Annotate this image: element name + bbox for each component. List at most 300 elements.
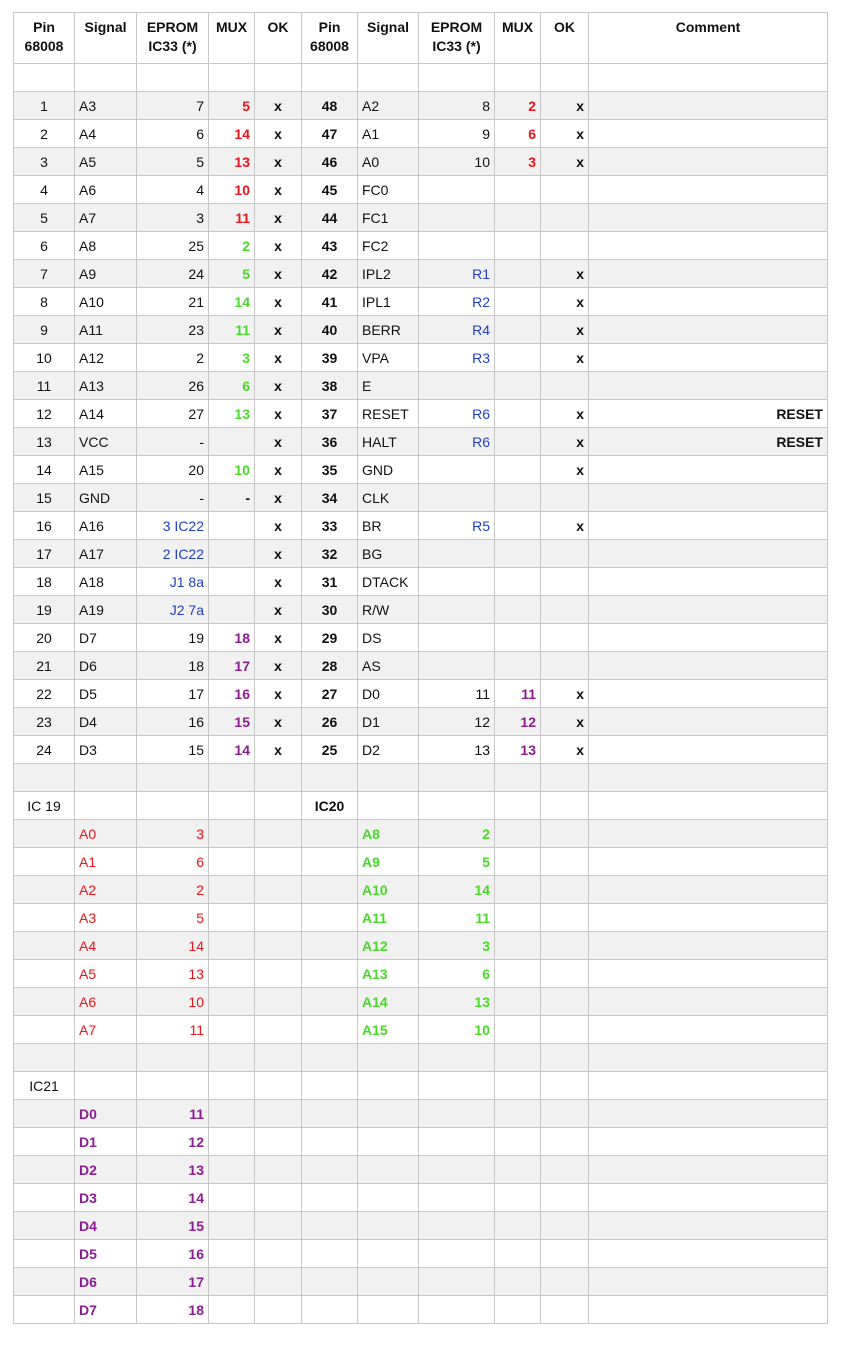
cell-pin-2: 36 — [302, 428, 358, 456]
cell-signal — [75, 764, 137, 792]
cell-eprom-2: R5 — [419, 512, 495, 540]
cell-signal-2 — [358, 792, 419, 820]
cell-ok-2: x — [541, 400, 589, 428]
cell-pin: 1 — [14, 92, 75, 120]
header-eprom: EPROM IC33 (*) — [137, 13, 209, 64]
cell-comment — [589, 1268, 828, 1296]
table-row — [14, 624, 828, 652]
cell-eprom — [137, 764, 209, 792]
cell-mux-2 — [495, 1016, 541, 1044]
cell-signal: A11 — [75, 316, 137, 344]
cell-pin-2 — [302, 904, 358, 932]
cell-mux: 13 — [209, 148, 255, 176]
cell-comment — [589, 1128, 828, 1156]
cell-mux — [209, 932, 255, 960]
cell-mux — [209, 64, 255, 92]
cell-ok — [255, 1044, 302, 1072]
cell-pin — [14, 1212, 75, 1240]
table-row — [14, 484, 828, 512]
cell-ok: x — [255, 624, 302, 652]
cell-pin-2: 44 — [302, 204, 358, 232]
cell-signal: D2 — [75, 1156, 137, 1184]
table-row — [14, 960, 828, 988]
cell-eprom-2 — [419, 232, 495, 260]
cell-eprom-2: 11 — [419, 904, 495, 932]
header-signal-2: Signal — [358, 13, 419, 64]
cell-mux-2 — [495, 1268, 541, 1296]
cell-ok-2 — [541, 540, 589, 568]
cell-mux-2 — [495, 596, 541, 624]
cell-pin — [14, 64, 75, 92]
cell-eprom-2: 6 — [419, 960, 495, 988]
cell-comment — [589, 316, 828, 344]
cell-comment — [589, 708, 828, 736]
cell-ok-2: x — [541, 736, 589, 764]
table-row — [14, 820, 828, 848]
cell-eprom-2: R6 — [419, 428, 495, 456]
table-row — [14, 232, 828, 260]
cell-pin-2 — [302, 1072, 358, 1100]
cell-signal: A5 — [75, 148, 137, 176]
header-mux: MUX — [209, 13, 255, 64]
cell-eprom: 13 — [137, 1156, 209, 1184]
cell-pin-2 — [302, 1212, 358, 1240]
cell-pin — [14, 1184, 75, 1212]
table-row — [14, 1212, 828, 1240]
cell-mux-2 — [495, 960, 541, 988]
cell-ok: x — [255, 204, 302, 232]
cell-signal-2: E — [358, 372, 419, 400]
cell-eprom-2: R6 — [419, 400, 495, 428]
cell-ok: x — [255, 176, 302, 204]
cell-comment — [589, 64, 828, 92]
cell-mux-2 — [495, 204, 541, 232]
cell-mux: 10 — [209, 176, 255, 204]
cell-eprom-2: R1 — [419, 260, 495, 288]
cell-signal: A12 — [75, 344, 137, 372]
cell-pin: 11 — [14, 372, 75, 400]
cell-pin-2 — [302, 932, 358, 960]
cell-mux-2 — [495, 1128, 541, 1156]
cell-eprom-2 — [419, 1128, 495, 1156]
cell-eprom: 15 — [137, 1212, 209, 1240]
cell-eprom — [137, 792, 209, 820]
cell-ok — [255, 932, 302, 960]
cell-eprom-2: R3 — [419, 344, 495, 372]
table-row — [14, 988, 828, 1016]
cell-mux-2: 6 — [495, 120, 541, 148]
cell-comment — [589, 1156, 828, 1184]
cell-eprom-2 — [419, 1072, 495, 1100]
cell-pin — [14, 1128, 75, 1156]
cell-mux-2 — [495, 176, 541, 204]
cell-mux-2: 2 — [495, 92, 541, 120]
cell-mux — [209, 904, 255, 932]
cell-signal: D3 — [75, 736, 137, 764]
table-row — [14, 1128, 828, 1156]
cell-eprom-2 — [419, 1296, 495, 1324]
cell-signal-2: A8 — [358, 820, 419, 848]
cell-comment — [589, 848, 828, 876]
cell-mux: 15 — [209, 708, 255, 736]
cell-mux — [209, 1016, 255, 1044]
table-row — [14, 344, 828, 372]
cell-eprom-2: R2 — [419, 288, 495, 316]
cell-comment — [589, 512, 828, 540]
cell-mux-2 — [495, 1240, 541, 1268]
cell-ok-2 — [541, 596, 589, 624]
cell-pin-2 — [302, 1268, 358, 1296]
cell-mux — [209, 1156, 255, 1184]
cell-eprom: 5 — [137, 148, 209, 176]
header-pin-2: Pin 68008 — [302, 13, 358, 64]
cell-ok — [255, 1212, 302, 1240]
cell-ok-2: x — [541, 120, 589, 148]
cell-pin-2: 42 — [302, 260, 358, 288]
cell-ok: x — [255, 456, 302, 484]
cell-ok-2 — [541, 1268, 589, 1296]
cell-pin: IC 19 — [14, 792, 75, 820]
cell-eprom: 20 — [137, 456, 209, 484]
cell-ok: x — [255, 148, 302, 176]
cell-signal: D4 — [75, 1212, 137, 1240]
table-row — [14, 1044, 828, 1072]
cell-eprom: 25 — [137, 232, 209, 260]
cell-pin: IC21 — [14, 1072, 75, 1100]
table-row — [14, 456, 828, 484]
cell-signal-2 — [358, 764, 419, 792]
cell-signal: D7 — [75, 1296, 137, 1324]
cell-comment — [589, 1044, 828, 1072]
cell-ok-2 — [541, 848, 589, 876]
header-pin: Pin 68008 — [14, 13, 75, 64]
cell-pin: 4 — [14, 176, 75, 204]
cell-ok-2 — [541, 764, 589, 792]
cell-eprom-2: 14 — [419, 876, 495, 904]
cell-ok-2 — [541, 1128, 589, 1156]
cell-ok — [255, 1128, 302, 1156]
cell-signal-2 — [358, 64, 419, 92]
cell-comment — [589, 1296, 828, 1324]
cell-mux-2 — [495, 848, 541, 876]
table-row — [14, 1184, 828, 1212]
cell-pin-2 — [302, 64, 358, 92]
cell-mux: 14 — [209, 288, 255, 316]
cell-ok-2: x — [541, 92, 589, 120]
cell-signal: A3 — [75, 92, 137, 120]
cell-signal: D0 — [75, 1100, 137, 1128]
cell-pin-2: 46 — [302, 148, 358, 176]
cell-eprom: 16 — [137, 1240, 209, 1268]
cell-mux-2 — [495, 1184, 541, 1212]
cell-pin — [14, 876, 75, 904]
cell-eprom-2 — [419, 1240, 495, 1268]
cell-pin-2 — [302, 820, 358, 848]
cell-mux-2 — [495, 428, 541, 456]
table-row — [14, 92, 828, 120]
cell-pin-2 — [302, 988, 358, 1016]
cell-signal: A17 — [75, 540, 137, 568]
cell-eprom: 14 — [137, 932, 209, 960]
cell-mux — [209, 540, 255, 568]
table-body — [14, 64, 828, 1324]
cell-ok: x — [255, 120, 302, 148]
cell-signal-2 — [358, 1072, 419, 1100]
cell-mux — [209, 596, 255, 624]
cell-eprom-2 — [419, 652, 495, 680]
cell-eprom-2: 12 — [419, 708, 495, 736]
cell-eprom: 5 — [137, 904, 209, 932]
cell-pin-2: 28 — [302, 652, 358, 680]
cell-signal-2: GND — [358, 456, 419, 484]
cell-pin-2: 25 — [302, 736, 358, 764]
cell-comment — [589, 92, 828, 120]
table-row — [14, 400, 828, 428]
cell-eprom: 27 — [137, 400, 209, 428]
cell-comment — [589, 1016, 828, 1044]
cell-ok — [255, 764, 302, 792]
cell-mux: 5 — [209, 92, 255, 120]
cell-comment — [589, 372, 828, 400]
cell-eprom: 24 — [137, 260, 209, 288]
cell-ok: x — [255, 232, 302, 260]
cell-signal-2: AS — [358, 652, 419, 680]
cell-mux — [209, 512, 255, 540]
cell-pin: 17 — [14, 540, 75, 568]
cell-mux-2 — [495, 764, 541, 792]
cell-eprom-2: 5 — [419, 848, 495, 876]
cell-pin: 15 — [14, 484, 75, 512]
cell-ok-2: x — [541, 512, 589, 540]
cell-pin: 3 — [14, 148, 75, 176]
cell-comment — [589, 176, 828, 204]
cell-mux — [209, 820, 255, 848]
cell-ok: x — [255, 708, 302, 736]
table-row — [14, 848, 828, 876]
cell-pin — [14, 1296, 75, 1324]
cell-pin-2: 32 — [302, 540, 358, 568]
cell-mux-2 — [495, 568, 541, 596]
cell-ok: x — [255, 260, 302, 288]
cell-signal: A15 — [75, 456, 137, 484]
cell-signal-2: DS — [358, 624, 419, 652]
cell-pin-2 — [302, 1100, 358, 1128]
cell-signal: D4 — [75, 708, 137, 736]
cell-mux-2 — [495, 344, 541, 372]
cell-signal-2 — [358, 1184, 419, 1212]
table-row — [14, 260, 828, 288]
cell-signal-2: BG — [358, 540, 419, 568]
cell-mux: 16 — [209, 680, 255, 708]
cell-mux-2 — [495, 400, 541, 428]
cell-pin: 9 — [14, 316, 75, 344]
cell-signal-2: R/W — [358, 596, 419, 624]
table-row — [14, 568, 828, 596]
cell-signal-2: RESET — [358, 400, 419, 428]
cell-ok-2 — [541, 484, 589, 512]
cell-signal: D6 — [75, 1268, 137, 1296]
cell-eprom: 11 — [137, 1016, 209, 1044]
cell-mux-2 — [495, 820, 541, 848]
cell-ok-2: x — [541, 316, 589, 344]
cell-pin-2: 33 — [302, 512, 358, 540]
cell-signal-2: A9 — [358, 848, 419, 876]
cell-ok-2 — [541, 1296, 589, 1324]
cell-mux-2 — [495, 876, 541, 904]
cell-comment — [589, 904, 828, 932]
cell-mux-2 — [495, 540, 541, 568]
cell-eprom-2 — [419, 792, 495, 820]
cell-mux: 14 — [209, 120, 255, 148]
cell-signal — [75, 792, 137, 820]
cell-signal-2 — [358, 1268, 419, 1296]
cell-pin-2: 27 — [302, 680, 358, 708]
cell-signal-2: A11 — [358, 904, 419, 932]
cell-eprom-2 — [419, 64, 495, 92]
cell-mux: 2 — [209, 232, 255, 260]
table-row — [14, 1016, 828, 1044]
cell-eprom: 7 — [137, 92, 209, 120]
cell-ok: x — [255, 540, 302, 568]
cell-signal-2: A15 — [358, 1016, 419, 1044]
cell-pin — [14, 960, 75, 988]
cell-mux: 14 — [209, 736, 255, 764]
table-row — [14, 372, 828, 400]
cell-signal-2: A0 — [358, 148, 419, 176]
table-row — [14, 792, 828, 820]
cell-mux-2 — [495, 260, 541, 288]
cell-ok — [255, 1016, 302, 1044]
cell-signal-2: VPA — [358, 344, 419, 372]
cell-ok — [255, 1072, 302, 1100]
cell-eprom-2: 10 — [419, 148, 495, 176]
cell-eprom: 18 — [137, 1296, 209, 1324]
cell-signal-2 — [358, 1296, 419, 1324]
table-row — [14, 1268, 828, 1296]
cell-pin: 13 — [14, 428, 75, 456]
table-row — [14, 1072, 828, 1100]
cell-signal-2: CLK — [358, 484, 419, 512]
cell-signal: A9 — [75, 260, 137, 288]
cell-comment — [589, 484, 828, 512]
cell-ok-2: x — [541, 260, 589, 288]
cell-pin: 2 — [14, 120, 75, 148]
cell-comment — [589, 456, 828, 484]
cell-pin-2: 43 — [302, 232, 358, 260]
cell-ok — [255, 904, 302, 932]
cell-eprom-2: 9 — [419, 120, 495, 148]
cell-comment — [589, 1240, 828, 1268]
cell-eprom-2: 13 — [419, 736, 495, 764]
cell-comment — [589, 792, 828, 820]
cell-pin: 24 — [14, 736, 75, 764]
table-row — [14, 708, 828, 736]
cell-mux-2 — [495, 372, 541, 400]
cell-eprom: 13 — [137, 960, 209, 988]
cell-ok-2: x — [541, 428, 589, 456]
cell-mux: 6 — [209, 372, 255, 400]
cell-pin-2 — [302, 1296, 358, 1324]
table-row — [14, 1240, 828, 1268]
cell-mux-2 — [495, 1072, 541, 1100]
cell-eprom-2 — [419, 1100, 495, 1128]
cell-ok-2 — [541, 652, 589, 680]
cell-mux-2 — [495, 904, 541, 932]
cell-pin — [14, 1156, 75, 1184]
cell-mux-2 — [495, 792, 541, 820]
cell-ok: x — [255, 652, 302, 680]
cell-signal: A2 — [75, 876, 137, 904]
cell-signal-2 — [358, 1044, 419, 1072]
cell-pin-2 — [302, 1044, 358, 1072]
cell-eprom: 17 — [137, 1268, 209, 1296]
table-row — [14, 652, 828, 680]
cell-signal — [75, 1044, 137, 1072]
cell-pin-2 — [302, 1016, 358, 1044]
cell-pin: 8 — [14, 288, 75, 316]
cell-eprom-2: R4 — [419, 316, 495, 344]
cell-pin-2 — [302, 876, 358, 904]
cell-mux-2 — [495, 232, 541, 260]
cell-mux — [209, 1268, 255, 1296]
table-row — [14, 764, 828, 792]
cell-eprom-2 — [419, 1268, 495, 1296]
cell-ok-2 — [541, 64, 589, 92]
cell-mux: 18 — [209, 624, 255, 652]
header-mux-2: MUX — [495, 13, 541, 64]
cell-signal: A6 — [75, 176, 137, 204]
table-row — [14, 288, 828, 316]
cell-signal: A13 — [75, 372, 137, 400]
cell-mux-2 — [495, 624, 541, 652]
cell-ok: x — [255, 372, 302, 400]
cell-ok-2 — [541, 232, 589, 260]
cell-eprom-2 — [419, 1044, 495, 1072]
cell-pin-2: 29 — [302, 624, 358, 652]
cell-mux — [209, 1296, 255, 1324]
cell-comment — [589, 1212, 828, 1240]
cell-pin — [14, 1240, 75, 1268]
cell-eprom: 14 — [137, 1184, 209, 1212]
cell-ok-2 — [541, 1044, 589, 1072]
cell-pin-2 — [302, 1184, 358, 1212]
cell-mux-2 — [495, 484, 541, 512]
cell-comment — [589, 652, 828, 680]
cell-signal-2: D1 — [358, 708, 419, 736]
cell-pin — [14, 1268, 75, 1296]
cell-ok: x — [255, 316, 302, 344]
cell-signal-2: DTACK — [358, 568, 419, 596]
cell-signal-2: IPL1 — [358, 288, 419, 316]
table-row — [14, 204, 828, 232]
cell-signal-2: HALT — [358, 428, 419, 456]
header-ok-2: OK — [541, 13, 589, 64]
cell-eprom: 3 — [137, 820, 209, 848]
cell-ok: x — [255, 484, 302, 512]
cell-signal-2 — [358, 1156, 419, 1184]
table-row — [14, 904, 828, 932]
cell-comment — [589, 764, 828, 792]
table-row — [14, 1100, 828, 1128]
cell-signal: GND — [75, 484, 137, 512]
cell-ok: x — [255, 596, 302, 624]
cell-signal: A4 — [75, 932, 137, 960]
cell-mux-2 — [495, 456, 541, 484]
cell-pin — [14, 848, 75, 876]
table-row — [14, 876, 828, 904]
cell-ok: x — [255, 512, 302, 540]
cell-mux — [209, 876, 255, 904]
